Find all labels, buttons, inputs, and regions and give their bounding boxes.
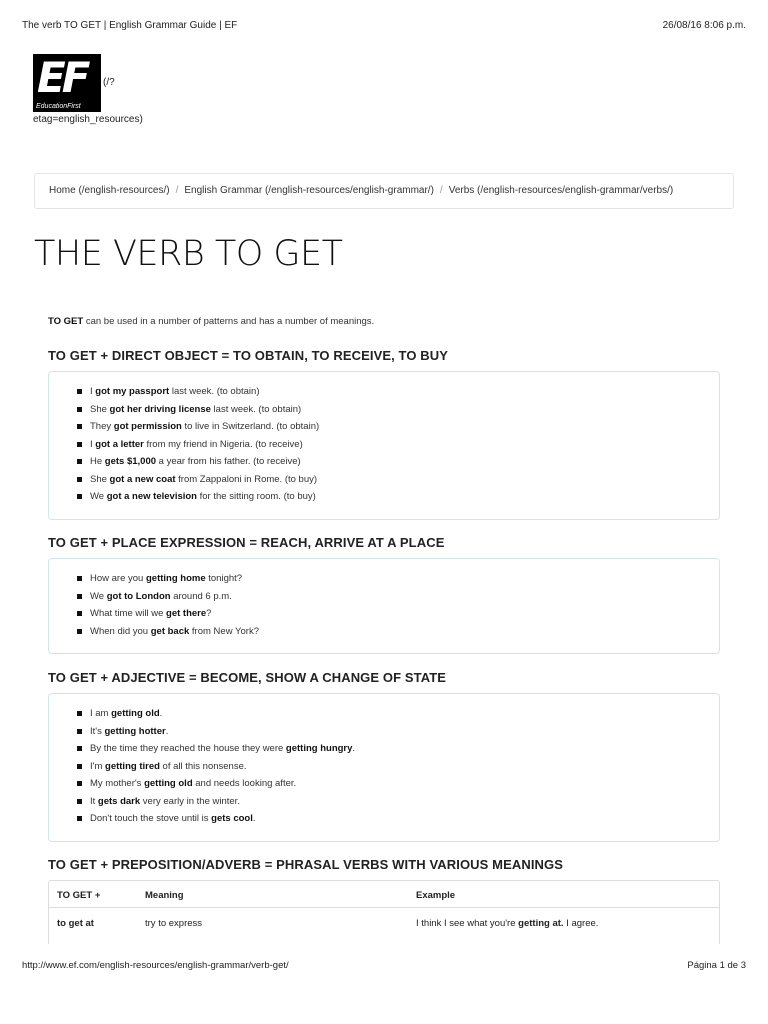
section-heading-place-expression: TO GET + PLACE EXPRESSION = REACH, ARRIVE AT A PLACE bbox=[48, 535, 445, 550]
section-heading-phrasal-verbs: TO GET + PREPOSITION/ADVERB = PHRASAL VERBS WITH VARIOUS MEANINGS bbox=[48, 857, 564, 872]
table-cell-example: I think I see what you're getting at. I agree. bbox=[416, 918, 599, 929]
breadcrumb-separator: / bbox=[439, 185, 443, 196]
logo-link-url-continued[interactable]: etag=english_resources) bbox=[33, 114, 143, 125]
breadcrumb-english-grammar[interactable]: English Grammar (/english-resources/english-grammar/) bbox=[184, 185, 434, 196]
ef-logo-tagline: EducationFirst bbox=[36, 103, 81, 110]
ef-logo-link[interactable] bbox=[33, 54, 101, 112]
list-item: What time will we get there? bbox=[77, 607, 719, 625]
examples-box-direct-object bbox=[48, 371, 720, 520]
examples-box-adjective bbox=[48, 693, 720, 842]
list-item: They got permission to live in Switzerland. (to obtain) bbox=[77, 420, 719, 438]
table-header-meaning: Meaning bbox=[145, 890, 184, 901]
logo-link-url[interactable]: (/? bbox=[103, 77, 115, 88]
print-footer-url: http://www.ef.com/english-resources/english-grammar/verb-get/ bbox=[22, 960, 289, 971]
list-item: She got a new coat from Zappaloni in Rome. (to buy) bbox=[77, 473, 719, 491]
list-item: I am getting old. bbox=[77, 707, 719, 725]
table-cell-verb: to get at bbox=[57, 918, 94, 929]
intro-rest: can be used in a number of patterns and has a number of meanings. bbox=[83, 316, 375, 327]
intro-bold: TO GET bbox=[48, 316, 84, 327]
list-item: She got her driving license last week. (to obtain) bbox=[77, 403, 719, 421]
phrasal-verbs-table bbox=[48, 880, 720, 944]
section-heading-adjective: TO GET + ADJECTIVE = BECOME, SHOW A CHANGE OF STATE bbox=[48, 670, 447, 685]
list-item: Don't touch the stove until is gets cool. bbox=[77, 812, 719, 830]
print-header bbox=[22, 20, 746, 34]
breadcrumb bbox=[34, 173, 734, 209]
print-header-title: The verb TO GET | English Grammar Guide | EF bbox=[22, 20, 238, 31]
list-item: When did you get back from New York? bbox=[77, 625, 719, 643]
list-item: How are you getting home tonight? bbox=[77, 572, 719, 590]
intro-text bbox=[48, 316, 374, 327]
list-item: My mother's getting old and needs looking after. bbox=[77, 777, 719, 795]
list-item: I got my passport last week. (to obtain) bbox=[77, 385, 719, 403]
section-heading-direct-object: TO GET + DIRECT OBJECT = TO OBTAIN, TO RECEIVE, TO BUY bbox=[48, 348, 449, 363]
list-item: We got to London around 6 p.m. bbox=[77, 590, 719, 608]
list-item: I'm getting tired of all this nonsense. bbox=[77, 760, 719, 778]
list-item: It gets dark very early in the winter. bbox=[77, 795, 719, 813]
examples-list bbox=[49, 694, 719, 830]
breadcrumb-home[interactable]: Home (/english-resources/) bbox=[49, 185, 170, 196]
table-header-example: Example bbox=[416, 890, 456, 901]
print-header-datetime: 26/08/16 8:06 p.m. bbox=[662, 20, 746, 31]
breadcrumb-separator: / bbox=[175, 185, 179, 196]
page-title: THE VERB TO GET bbox=[34, 234, 343, 274]
breadcrumb-verbs[interactable]: Verbs (/english-resources/english-grammar/verbs/) bbox=[448, 185, 674, 196]
table-cell-meaning: try to express bbox=[145, 918, 203, 929]
examples-box-place-expression bbox=[48, 558, 720, 654]
list-item: I got a letter from my friend in Nigeria. (to receive) bbox=[77, 438, 719, 456]
table-header-to-get: TO GET + bbox=[57, 890, 101, 901]
list-item: It's getting hotter. bbox=[77, 725, 719, 743]
list-item: We got a new television for the sitting room. (to buy) bbox=[77, 490, 719, 508]
examples-list bbox=[49, 559, 719, 642]
list-item: By the time they reached the house they were getting hungry. bbox=[77, 742, 719, 760]
list-item: He gets $1,000 a year from his father. (to receive) bbox=[77, 455, 719, 473]
table-row bbox=[49, 909, 719, 936]
examples-list bbox=[49, 372, 719, 508]
table-header-row bbox=[49, 881, 719, 908]
ef-logo-icon: EF bbox=[37, 53, 87, 102]
print-footer-page: Página 1 de 3 bbox=[687, 960, 746, 971]
